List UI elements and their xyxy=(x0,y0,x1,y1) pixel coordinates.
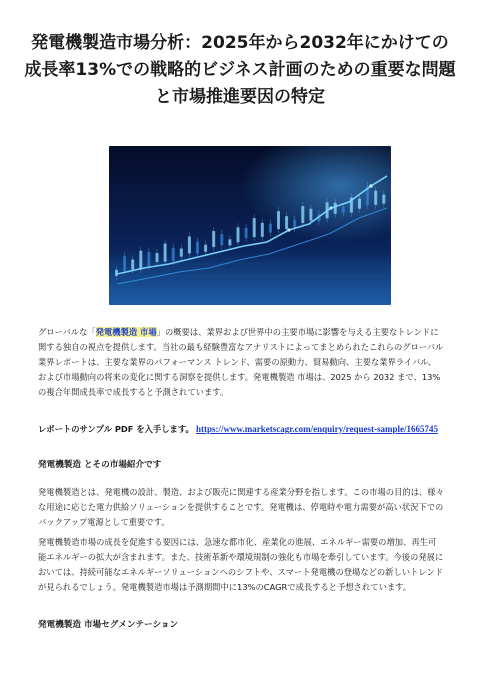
candle-body xyxy=(237,227,240,242)
market-definition-paragraph: 発電機製造とは、発電機の設計、製造、および販売に関連する産業分野を指します。この市場の目的は、様々な用途に応じた電力供給ソリューションを提供することです。発電機は、停電時や電力需要が高い状況下でのバックアップ電源として重要です。 xyxy=(38,487,444,527)
hero-image xyxy=(109,146,391,305)
candle-body xyxy=(220,234,223,245)
candle-body xyxy=(277,211,280,229)
candle-body xyxy=(253,218,256,237)
candle-body xyxy=(261,223,264,237)
section-heading-intro: 発電機製造 とその市場紹介です xyxy=(38,460,162,470)
candle-body xyxy=(147,252,150,266)
candle-body xyxy=(180,249,183,257)
candle-body xyxy=(301,206,304,223)
intro-paragraph xyxy=(38,325,444,400)
candle-body xyxy=(196,242,199,254)
candle-body xyxy=(204,245,207,252)
candle-body xyxy=(212,231,215,247)
candle-body xyxy=(285,216,288,229)
intro-before: グローバルな「 xyxy=(38,327,96,337)
candle-body xyxy=(269,224,272,233)
candle-body xyxy=(228,239,231,245)
sample-request-link[interactable]: https://www.marketscagr.com/enquiry/request-sample/1665745 xyxy=(196,424,439,434)
candle-body xyxy=(156,253,159,262)
candle-body xyxy=(123,256,126,271)
candle-body xyxy=(293,220,296,228)
candle-body xyxy=(309,209,312,221)
candle-body xyxy=(245,228,248,238)
page-title: 発電機製造市場分析：2025年から2032年にかけての成長率13%での戦略的ビジネス計画のための重要な問題と市場推進要因の特定 xyxy=(24,33,456,107)
candle-body xyxy=(382,195,385,204)
candle-body xyxy=(139,251,142,270)
candle-body xyxy=(115,270,118,276)
candle-body xyxy=(188,236,191,253)
candle-body xyxy=(374,191,377,205)
candle-body xyxy=(342,207,345,213)
sample-label: レポートのサンプル PDF を入手します。 xyxy=(38,424,194,434)
candle-body xyxy=(334,203,337,214)
market-keyword-link[interactable]: 発電機製造 市場 xyxy=(95,327,157,337)
candle-body xyxy=(164,244,167,262)
candle-body xyxy=(172,248,175,261)
sample-request-line xyxy=(38,423,444,436)
section-heading-segmentation: 発電機製造 市場セグメンテーション xyxy=(38,620,179,630)
stock-chart-graphic xyxy=(109,146,391,305)
candle-body xyxy=(131,260,134,270)
candle-body xyxy=(358,199,361,209)
intro-after: 」の概要は、業界および世界中の主要市場に影響を与える主要なトレンドに関する独自の視点を提供します。当社の最も経験豊富なアナリストによってまとめられたこれらのグローバル業界レポートは、主要な業界のパフォーマンス トレンド、需要の原動力、貿易動向、主要な業界ライバル、および市場動向の将来の変化に関する洞察を提供します。発電機製造 市場は、2025 から 2032 まで、13% の複合年間成長率で成長すると予測されています。 xyxy=(38,327,444,397)
growth-drivers-paragraph: 発電機製造市場の成長を促進する要因には、急速な都市化、産業化の進展、エネルギー需要の増加、再生可能エネルギーの拡大が含まれます。また、技術革新や環境規制の強化も市場を牽引しています。今後の発展においては、持続可能なエネルギーソリューションへのシフトや、スマート発電機の登場などの新しいトレンドが見られるでしょう。発電機製造市場は予測期間中に13%のCAGRで成長すると予想されています。 xyxy=(38,537,444,592)
